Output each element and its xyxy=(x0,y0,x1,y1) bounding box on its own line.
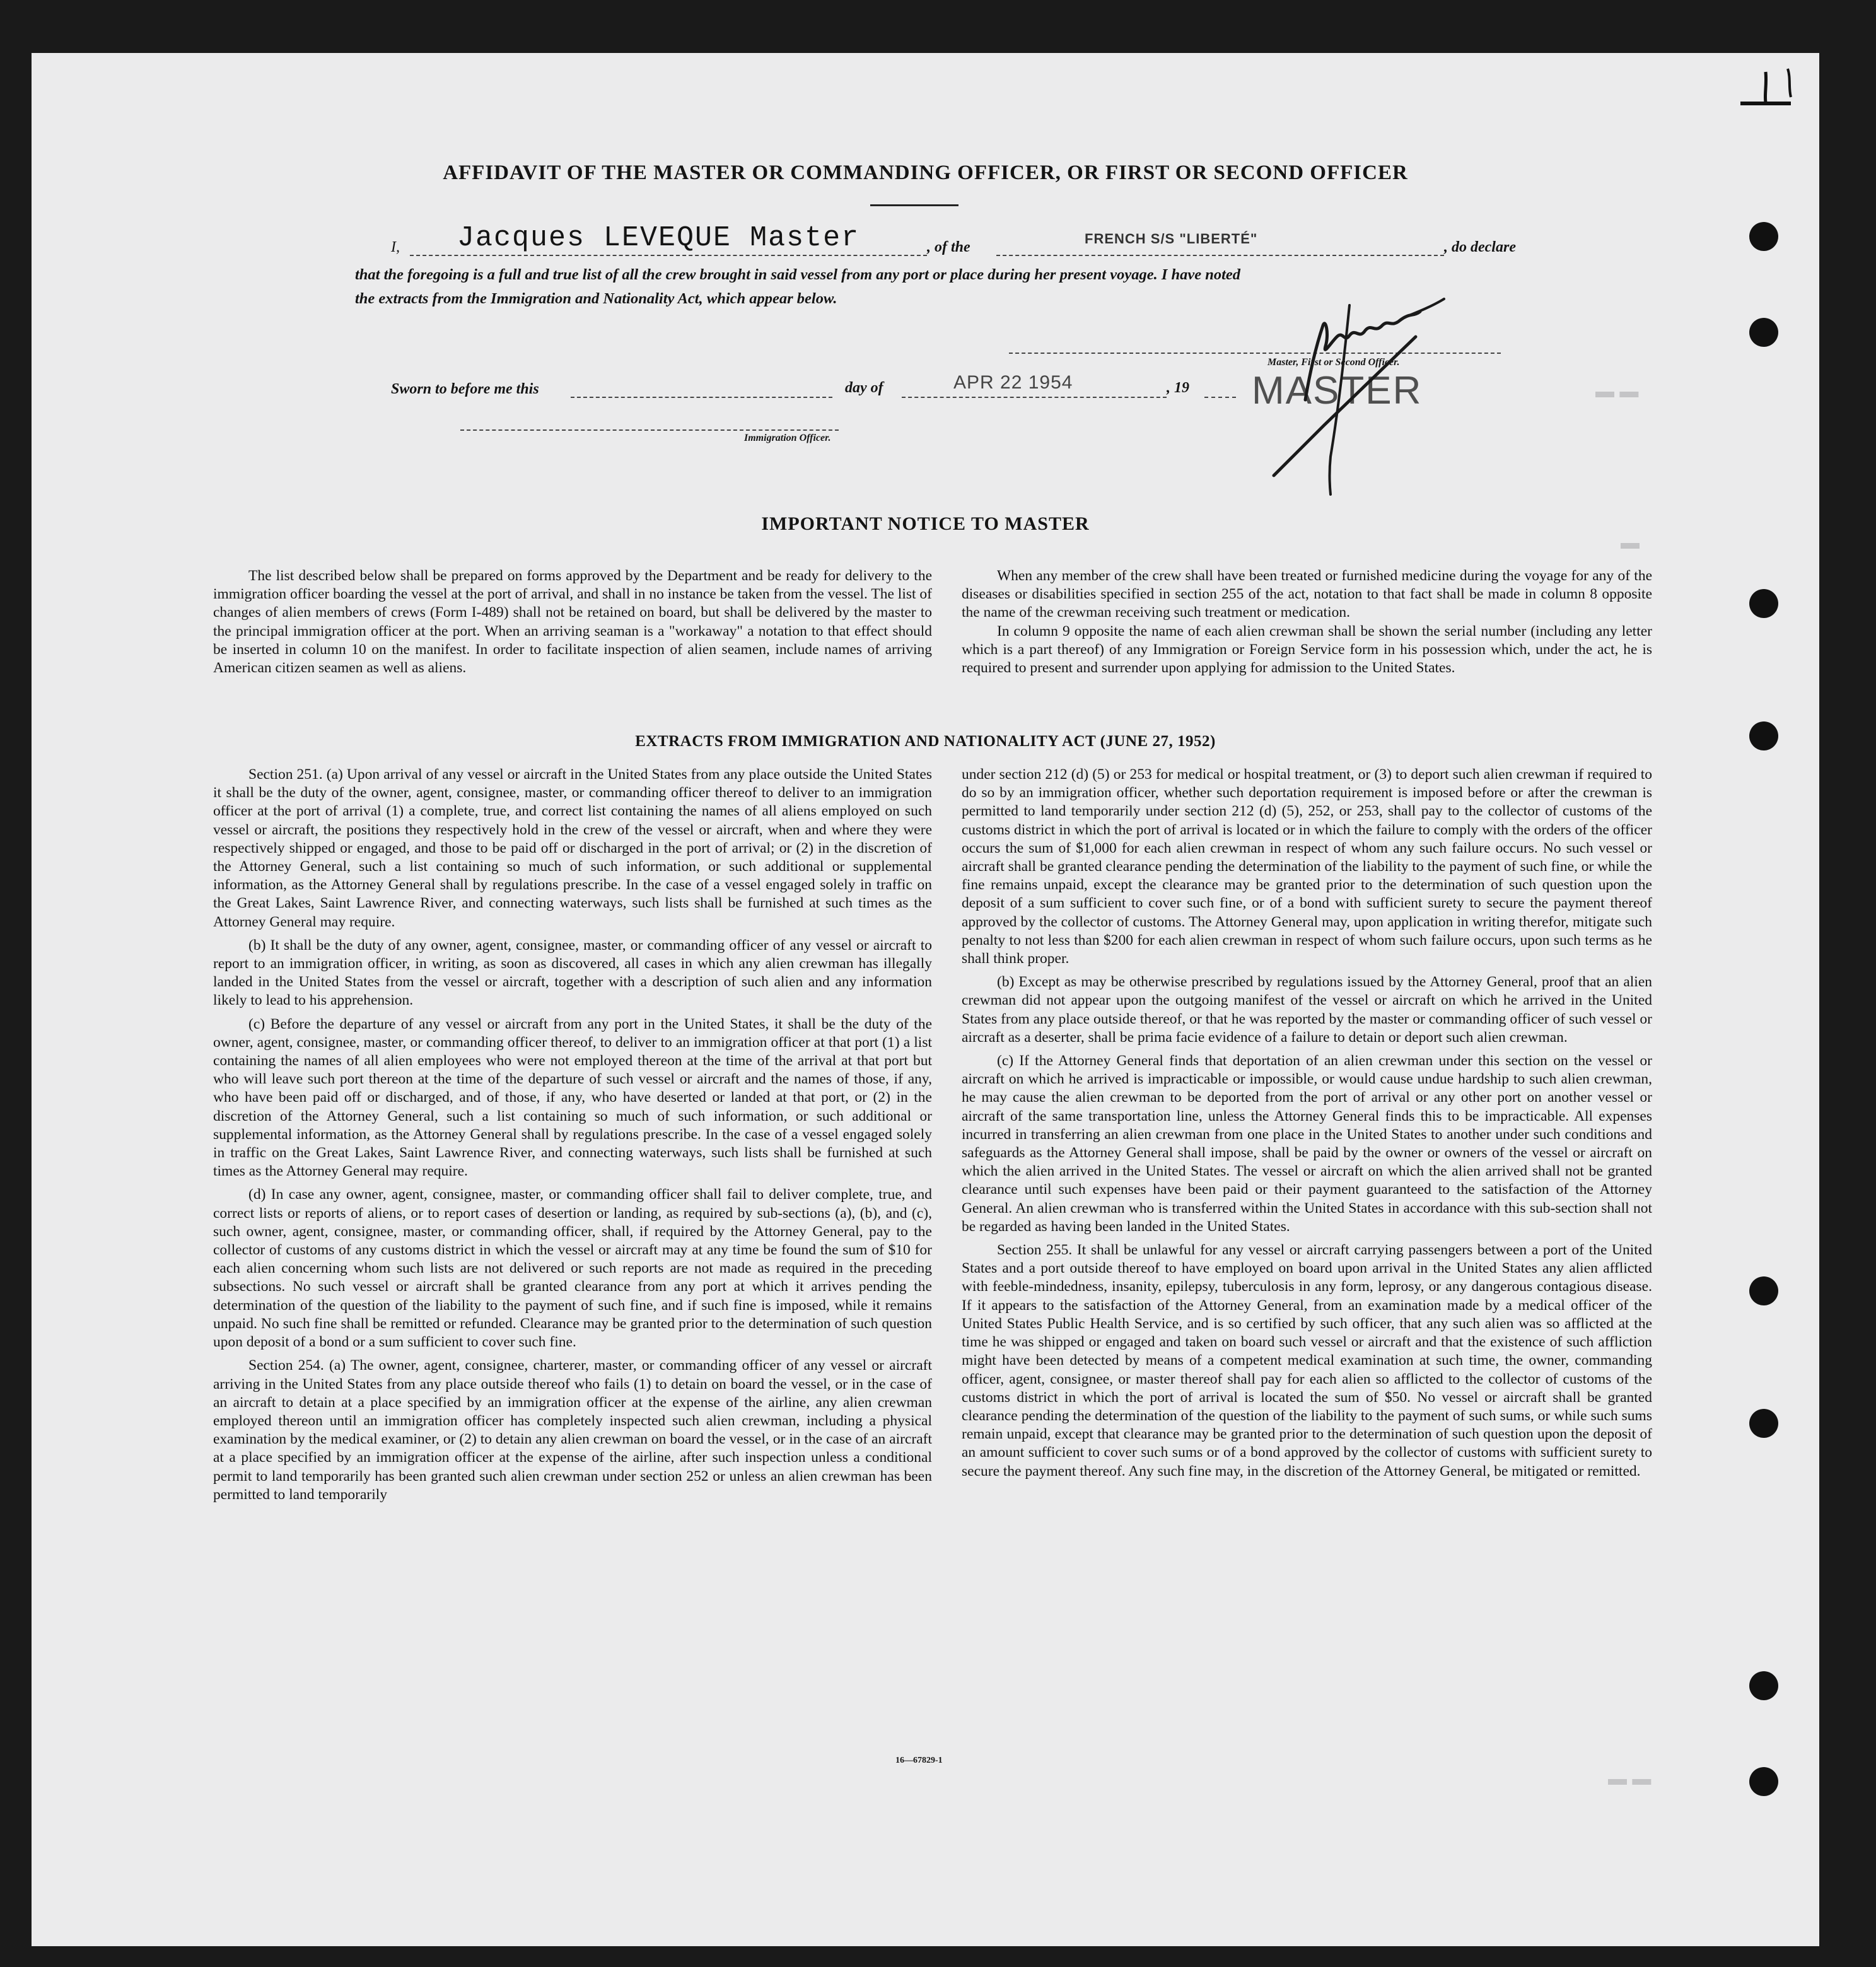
notice-right-paragraph-1: When any member of the crew shall have been treated or furnished medicine during the voyage for any of the diseases or disabilities specified in section 255 of the act, notation to that fact shall be made in column 8 opposite the name of the crewman receiving such treatment or medication. xyxy=(962,568,1652,621)
extracts-left-column xyxy=(213,766,932,1509)
year-prefix: , 19 xyxy=(1167,380,1189,396)
name-blank xyxy=(410,255,927,256)
notice-right-paragraph-2: In column 9 opposite the name of each alien crewman shall be shown the serial number (including any letter which is a part thereof) of any Immigration or Foreign Service form in his possession which, under the act, he is required to present and surrender upon applying for admission to the United States. xyxy=(962,622,1652,677)
corner-pencil-mark-icon xyxy=(1728,59,1810,129)
section-251a: Section 251. (a) Upon arrival of any vessel or aircraft in the United States from any place outside the United States it shall be the duty of the owner, agent, consignee, master, or commanding officer thereof to deliver to an immigration officer at the port of arrival (1) a complete, true, and correct list containing the names of all aliens employed on such vessel or aircraft, the positions they respectively hold in the crew of the vessel or aircraft, when and where they were respectively shipped or engaged, and those to be paid off or discharged in the port of arrival; or (2) in the discretion of the Attorney General, such a list containing so much of such information, or such additional or supplemental information, as the Attorney General shall by regulations prescribe. In the case of a vessel engaged solely in traffic on the Great Lakes, Saint Lawrence River, and connecting waterways, such lists shall be furnished at such times as the Attorney General may require. xyxy=(213,766,932,930)
affidavit-title: AFFIDAVIT OF THE MASTER OR COMMANDING OFFICER, OR FIRST OR SECOND OFFICER xyxy=(443,161,1408,184)
punch-hole-icon xyxy=(1749,222,1778,251)
year-blank xyxy=(1204,397,1236,398)
bleed-through-mark: ▬ xyxy=(1621,532,1640,553)
section-254c: (c) If the Attorney General finds that deportation of an alien crewman under this section on the vessel or aircraft on which he arrived is impracticable or impossible, or would cause undue hardship to such alien crewman, he may cause the alien crewman to be deported from the port of arrival or any other port on another vessel or aircraft of the same transportation line, unless the Attorney General finds this to be impracticable. All expenses incurred in transferring an alien crewman from one place in the United States to another under such conditions and safeguards as the Attorney General shall impose, shall be paid by the owner or owners of the vessel or aircraft on which the alien arrived in the United States. The vessel or aircraft on which the alien arrived shall not be granted clearance until such expenses have been paid or their payment guaranteed to the satisfaction of the Attorney General. An alien crewman who is transferred within the United States in accordance with this sub-section shall not be regarded as having been landed in the United States. xyxy=(962,1053,1652,1235)
date-stamp: APR 22 1954 xyxy=(953,372,1073,393)
sworn-date-blank xyxy=(902,397,1167,398)
master-stamp: MASTER xyxy=(1252,369,1423,412)
bleed-through-mark: ▬ ▬ xyxy=(1595,381,1639,402)
of-the-text: , of the xyxy=(927,239,970,255)
officer-label: Master, First or Second Officer. xyxy=(1267,357,1400,368)
punch-hole-icon xyxy=(1749,1671,1778,1700)
handwritten-signature-icon xyxy=(1249,267,1513,545)
bleed-through-mark: ▬ ▬ xyxy=(1608,1768,1652,1789)
sworn-prefix: Sworn to before me this xyxy=(391,381,539,397)
extracts-title: EXTRACTS FROM IMMIGRATION AND NATIONALITY ACT (JUNE 27, 1952) xyxy=(635,733,1216,750)
declaration-line-3: the extracts from the Immigration and Nationality Act, which appear below. xyxy=(355,290,837,307)
master-name: Jacques LEVEQUE Master xyxy=(457,222,860,254)
section-251c: (c) Before the departure of any vessel or aircraft from any port in the United States, it shall be the duty of the owner, agent, consignee, master, or commanding officer thereof, to deliver to an immigration officer at that port (1) a list containing the names of all alien employees who were not employed thereon at the time of the arrival at that port but who will leave such port thereon at the time of the departure of such vessel or aircraft and the names of those, if any, who have been paid off or discharged, and of those, if any, who have deserted or landed at that port, or (2) in the discretion of the Attorney General, such a list containing so much of such information, or such additional or supplemental information, as the Attorney General shall by regulations prescribe. In the case of a vessel engaged solely in traffic on the Great Lakes, Saint Lawrence River, and connecting waterways, such lists shall be furnished at such times as the Attorney General may require. xyxy=(213,1015,932,1180)
vessel-blank xyxy=(996,255,1444,256)
section-254a: Section 254. (a) The owner, agent, consignee, charterer, master, or commanding officer of any vessel or aircraft arriving in the United States from any place outside thereof who fails (1) to detain on board the vessel, or in the case of an aircraft to detain at a place specified by an immigration officer at the expense of the airline, any alien crewman employed thereon until an immigration officer has completely inspected such alien crewman, including a physical examination by the medical examiner, or (2) to detain any alien crewman on board the vessel, or in the case of an aircraft at a place specified by an immigration officer at the expense of the airline, after such inspection unless a conditional permit to land temporarily has been granted such alien crewman under section 252 or unless an alien crewman has been permitted to land temporarily xyxy=(213,1357,932,1503)
punch-hole-icon xyxy=(1749,1767,1778,1796)
section-251b: (b) It shall be the duty of any owner, agent, consignee, master, or commanding officer of any vessel or aircraft to report to an immigration officer, in writing, as soon as discovered, all cases in which any alien crewman has illegally landed in the United States from the vessel or aircraft, together with a description of such alien and any information likely to lead to his apprehension. xyxy=(213,937,932,1009)
notice-left-column xyxy=(213,567,932,677)
punch-hole-icon xyxy=(1749,721,1778,750)
immigration-officer-blank xyxy=(460,429,839,431)
declaration-line-2: that the foregoing is a full and true list of all the crew brought in said vessel from any port or place during her present voyage. I have noted xyxy=(355,266,1241,283)
notice-right-column xyxy=(962,567,1652,677)
day-of-text: day of xyxy=(845,380,883,396)
title-rule xyxy=(870,204,958,206)
notice-left-paragraph: The list described below shall be prepared on forms approved by the Department and be ready for delivery to the immigration officer boarding the vessel at the port of arrival, and shall in no instance be taken from the vessel. The list of changes of alien members of crews (Form I-489) shall not be retained on board, but shall be delivered by the master to the principal immigration officer at the port. When an arriving seaman is a "workaway" a notation to that effect should be inserted in column 10 on the manifest. In order to facilitate inspection of alien seamen, include names of arriving American citizen seamen as well as aliens. xyxy=(213,568,932,677)
notice-title: IMPORTANT NOTICE TO MASTER xyxy=(761,513,1090,534)
punch-hole-icon xyxy=(1749,1409,1778,1438)
section-254a-continued: under section 212 (d) (5) or 253 for medical or hospital treatment, or (3) to deport such alien crewman if required to do so by an immigration officer, whether such deportation requirement is imposed before or after the crewman is permitted to land temporarily under section 212 (d) (5), 252, or 253, shall pay to the collector of customs of the customs district in which the port of arrival is located or in which the failure to comply with the orders of the officer occurs the sum of $1,000 for each alien crewman in respect of whom any such failure occurs. No such vessel or aircraft shall be granted clearance pending the determination of the liability to the payment of such fine, or while the fine remains unpaid, except the clearance may be granted prior to the determination of such question upon the deposit of a sum sufficient to cover such fine, or of a bond with sufficient surety to secure the payment thereof approved by the collector of customs. The Attorney General may, upon application in writing therefor, mitigate such penalty to not less than $200 for each alien crewman in respect of whom such failure occurs, upon such terms as he shall think proper. xyxy=(962,766,1652,967)
do-declare-text: , do declare xyxy=(1444,239,1516,255)
document-page xyxy=(32,53,1819,1946)
punch-hole-icon xyxy=(1749,589,1778,618)
form-number: 16—67829-1 xyxy=(895,1756,943,1765)
sworn-day-blank xyxy=(571,397,832,398)
section-255: Section 255. It shall be unlawful for any vessel or aircraft carrying passengers between a port of the United States and a port outside thereof to have employed on board upon arrival in the United States any alien afflicted with feeble-mindedness, insanity, epilepsy, tuberculosis in any form, leprosy, or any dangerous contagious disease. If it appears to the satisfaction of the Attorney General, from an examination made by a medical officer of the United States Public Health Service, and is so certified by such officer, that any such alien was so afflicted at the time he was shipped or engaged and taken on board such vessel or aircraft and that the existence of such affliction might have been detected by means of a competent medical examination at such time, the owner, commanding officer, agent, consignee, or master thereof shall pay for each alien so afflicted to the collector of customs of the customs district in which the port of arrival is located the sum of $50. No vessel or aircraft shall be granted clearance pending the determination of the question of the liability to the payment of such sums, or while such sums remain unpaid, except that clearance may be granted prior to the determination of such question upon the deposit of an amount sufficient to cover such sums or of a bond approved by the collector of customs with sufficient surety to secure the payment thereof. Any such fine may, in the discretion of the Attorney General, be mitigated or remitted. xyxy=(962,1242,1652,1480)
punch-hole-icon xyxy=(1749,1276,1778,1305)
extracts-right-column xyxy=(962,766,1652,1486)
section-251d: (d) In case any owner, agent, consignee, master, or commanding officer shall fail to deliver complete, true, and correct lists or reports of aliens, or to report cases of desertion or landing, as required by sub-sections (a), (b), and (c), such owner, agent, consignee, master, or commanding officer, shall, if required by the Attorney General, pay to the collector of customs of any customs district in which the vessel or aircraft may at any time be found the sum of $10 for each alien concerning whom such lists are not delivered or such reports are not made as required in the preceding subsections. No such vessel or aircraft shall be granted clearance from any port at which it arrives pending the determination of the question of the liability to the payment of such fine, and if such fine is imposed, while it remains unpaid. No such fine shall be remitted or refunded. Clearance may be granted prior to the determination of such question upon deposit of a bond or a sum sufficient to cover such fine. xyxy=(213,1186,932,1351)
punch-hole-icon xyxy=(1749,318,1778,347)
immigration-officer-label: Immigration Officer. xyxy=(744,433,831,443)
declaration-pronoun: I, xyxy=(391,239,400,255)
section-254b: (b) Except as may be otherwise prescribed by regulations issued by the Attorney General, proof that an alien crewman did not appear upon the outgoing manifest of the vessel or aircraft on which he arrived in the United States from any place outside thereof, or that he was reported by the master or commanding officer of such vessel or aircraft as a deserter, shall be prima facie evidence of a failure to detain or deport such alien crewman. xyxy=(962,974,1652,1046)
vessel-name: FRENCH S/S "LIBERTÉ" xyxy=(1085,231,1258,247)
